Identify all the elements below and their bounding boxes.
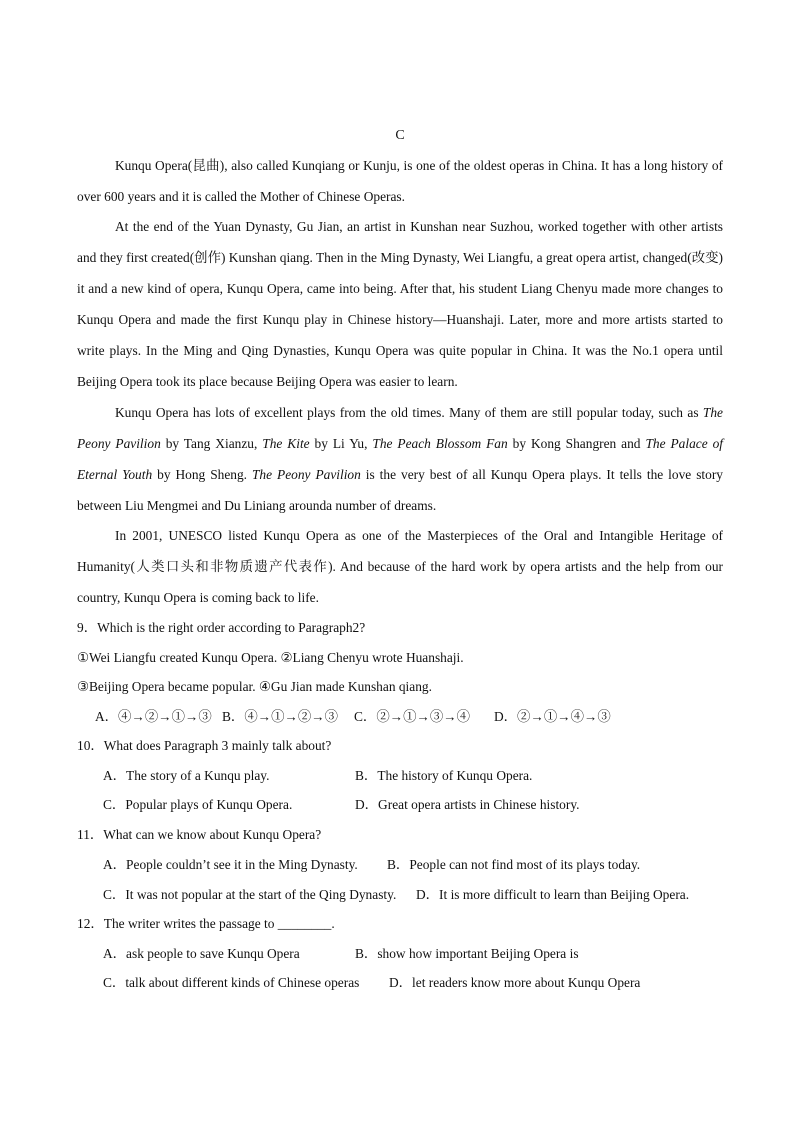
paragraph-3-text: by Li Yu, xyxy=(309,436,373,451)
question-9-stem: 9．Which is the right order according to Paragraph2? xyxy=(77,620,366,635)
question-9-option-c[interactable]: C．②→①→③→④ xyxy=(354,709,471,724)
question-11-stem: 11．What can we know about Kunqu Opera? xyxy=(77,827,322,842)
question-10-option-a[interactable]: A．The story of a Kunqu play. xyxy=(103,768,270,783)
question-11-option-b[interactable]: B．People can not find most of its plays today. xyxy=(387,857,641,872)
question-9-option-d[interactable]: D．②→①→④→③ xyxy=(494,709,611,724)
section-label: C xyxy=(395,128,405,143)
paragraph-4: In 2001, UNESCO listed Kunqu Opera as one of the Masterpieces of the Oral and Intangible Heritage of Humanity(人类口头和非物质遗产代表作). And because of the hard work by opera artists and the help from our country, Kunqu Opera is coming back to life. xyxy=(77,528,723,605)
paragraph-3 xyxy=(77,397,723,521)
paragraph-3-text: is the very best of all Kunqu Opera plays. It tells the love story between Liu Mengmei and Du Liniang arounda number of dreams. xyxy=(77,467,723,513)
play-title: The Palace of Eternal Youth xyxy=(77,436,724,482)
paragraph-3-text: by Kong Shangren and xyxy=(507,436,646,451)
play-title: The Peony Pavilion xyxy=(77,405,723,451)
question-11-option-c[interactable]: C．It was not popular at the start of the Qing Dynasty. xyxy=(103,887,397,902)
question-10-option-b[interactable]: B．The history of Kunqu Opera. xyxy=(355,768,533,783)
play-title: The Kite xyxy=(262,436,310,451)
question-12-option-a[interactable]: A．ask people to save Kunqu Opera xyxy=(103,946,300,961)
question-9-option-a[interactable]: A．④→②→①→③ xyxy=(95,709,212,724)
paragraph-1: Kunqu Opera(昆曲), also called Kunqiang or Kunju, is one of the oldest operas in China. It has a long history of over 600 years and it is called the Mother of Chinese Operas. xyxy=(77,158,723,204)
question-12-option-b[interactable]: B．show how important Beijing Opera is xyxy=(355,946,579,961)
question-9-option-b[interactable]: B．④→①→②→③ xyxy=(222,709,339,724)
play-title: The Peony Pavilion xyxy=(251,467,361,482)
question-12-stem: 12．The writer writes the passage to ________. xyxy=(77,916,335,931)
play-title: The Peach Blossom Fan xyxy=(372,436,508,451)
paragraph-3-text: Kunqu Opera has lots of excellent plays from the old times. Many of them are still popular today, such as xyxy=(115,405,703,420)
question-10-option-c[interactable]: C．Popular plays of Kunqu Opera. xyxy=(103,797,293,812)
question-11-option-d[interactable]: D．It is more difficult to learn than Beijing Opera. xyxy=(416,887,690,902)
question-9-facts-line-1: ①Wei Liangfu created Kunqu Opera. ②Liang Chenyu wrote Huanshaji. xyxy=(77,650,464,665)
question-10-stem: 10．What does Paragraph 3 mainly talk about? xyxy=(77,738,332,753)
paragraph-3-text: by Hong Sheng. xyxy=(152,467,252,482)
question-9-facts-line-2: ③Beijing Opera became popular. ④Gu Jian made Kunshan qiang. xyxy=(77,679,432,694)
question-11-option-a[interactable]: A．People couldn’t see it in the Ming Dynasty. xyxy=(103,857,358,872)
question-12-option-c[interactable]: C．talk about different kinds of Chinese operas xyxy=(103,975,360,990)
question-12-option-d[interactable]: D．let readers know more about Kunqu Opera xyxy=(389,975,641,990)
paragraph-2: At the end of the Yuan Dynasty, Gu Jian, an artist in Kunshan near Suzhou, worked together with other artists and they first created(创作) Kunshan qiang. Then in the Ming Dynasty, Wei Liangfu, a great opera artist, changed(改变) it and a new kind of opera, Kunqu Opera, came into being. After that, his student Liang Chenyu made more changes to Kunqu Opera and made the first Kunqu play in Chinese history—Huanshaji. Later, more and more artists started to write plays. In the Ming and Qing Dynasties, Kunqu Opera was quite popular in China. It was the No.1 opera until Beijing Opera took its place because Beijing Opera was easier to learn. xyxy=(77,219,723,389)
paragraph-3-text: by Tang Xianzu, xyxy=(160,436,263,451)
question-10-option-d[interactable]: D．Great opera artists in Chinese history. xyxy=(355,797,580,812)
